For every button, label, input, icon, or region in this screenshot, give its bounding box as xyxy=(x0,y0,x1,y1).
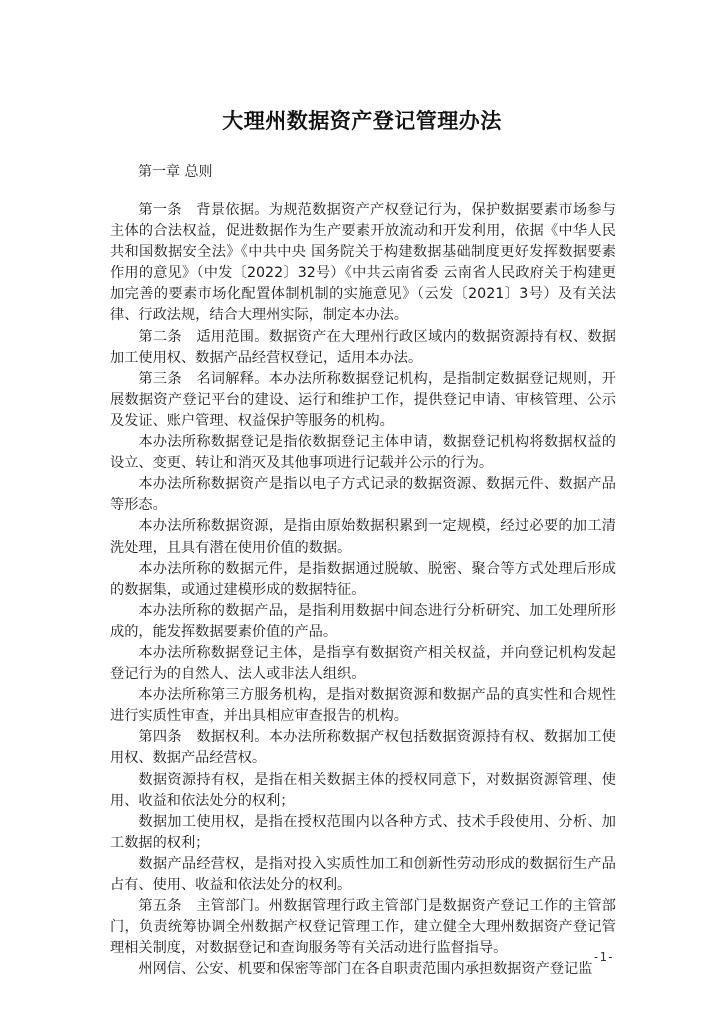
document-body xyxy=(110,200,616,980)
article-1-paragraph: 第一条 背景依据。为规范数据资产产权登记行为，保护数据要素市场参与主体的合法权益，促进数据作为生产要素开放流动和开发利用，依据《中华人民共和国数据安全法》《中共中央 国务院关于构建数据基础制度更好发挥数据要素作用的意见》（中发〔2022〕32号）《中共云南省委 云南省人民政府关于构建更加完善的要素市场化配置体制机制的实施意见》（云发〔2021〕3号）及有关法律、行政法规，结合大理州实际，制定本办法。 xyxy=(110,202,616,324)
article-2-paragraph: 第二条 适用范围。数据资产在大理州行政区域内的数据资源持有权、数据加工使用权、数据产品经营权登记，适用本办法。 xyxy=(110,328,616,366)
right-product-operation: 数据产品经营权，是指对投入实质性加工和创新性劳动形成的数据衍生产品占有、使用、收益和依法处分的权利。 xyxy=(110,855,616,893)
article-3-paragraph: 第三条 名词解释。本办法所称数据登记机构，是指制定数据登记规则，开展数据资产登记平台的建设、运行和维护工作，提供登记申请、审核管理、公示及发证、账户管理、权益保护等服务的机构。 xyxy=(110,370,616,429)
article-5-continuation: 州网信、公安、机要和保密等部门在各自职责范围内承担数据资产登记监 xyxy=(138,961,593,978)
definition-data-element: 本办法所称的数据元件，是指数据通过脱敏、脱密、聚合等方式处理后形成的数据集，或通过建模形成的数据特征。 xyxy=(110,560,616,598)
definition-registration-subject: 本办法所称数据登记主体，是指享有数据资产相关权益，并向登记机构发起登记行为的自然人、法人或非法人组织。 xyxy=(110,644,616,683)
document-title: 大理州数据资产登记管理办法 xyxy=(222,108,502,133)
page-number: -1- xyxy=(592,950,614,964)
definition-data-resource: 本办法所称数据资源，是指由原始数据积累到一定规模，经过必要的加工清洗处理，且具有潜在使用价值的数据。 xyxy=(110,518,616,556)
definition-data-registration: 本办法所称数据登记是指依数据登记主体申请，数据登记机构将数据权益的设立、变更、转让和消灭及其他事项进行记载并公示的行为。 xyxy=(110,434,616,472)
right-processing-use: 数据加工使用权，是指在授权范围内以各种方式、技术手段使用、分析、加工数据的权利； xyxy=(110,813,616,851)
definition-data-product: 本办法所称的数据产品，是指利用数据中间态进行分析研究、加工处理所形成的，能发挥数据要素价值的产品。 xyxy=(110,602,616,640)
definition-data-asset: 本办法所称数据资产是指以电子方式记录的数据资源、数据元件、数据产品等形态。 xyxy=(110,476,616,514)
definition-third-party: 本办法所称第三方服务机构，是指对数据资源和数据产品的真实性和合规性进行实质性审查，并出具相应审查报告的机构。 xyxy=(110,687,616,725)
chapter-heading: 第一章 总则 xyxy=(138,164,213,180)
article-4-paragraph: 第四条 数据权利。本办法所称数据产权包括数据资源持有权、数据加工使用权、数据产品经营权。 xyxy=(110,729,616,767)
article-5-paragraph: 第五条 主管部门。州数据管理行政主管部门是数据资产登记工作的主管部门，负责统筹协调全州数据产权登记管理工作，建立健全大理州数据资产登记管理相关制度，对数据登记和查询服务等有关活动进行监督指导。 xyxy=(110,898,616,957)
right-resource-holding: 数据资源持有权，是指在相关数据主体的授权同意下，对数据资源管理、使用、收益和依法处分的权利； xyxy=(110,771,616,809)
